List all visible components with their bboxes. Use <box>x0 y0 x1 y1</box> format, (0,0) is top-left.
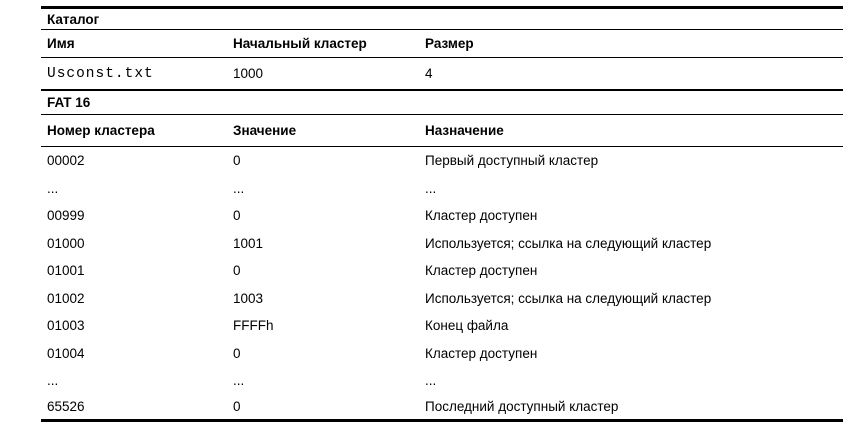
directory-cell-size: 4 <box>425 66 433 81</box>
cell-purpose: Кластер доступен <box>425 345 538 361</box>
directory-section-title: Каталог <box>47 11 100 27</box>
cell-value: 0 <box>233 208 241 224</box>
cell-value: ... <box>233 180 245 196</box>
cell-cluster-number: ... <box>47 180 59 196</box>
cell-purpose: Конец файла <box>425 318 509 334</box>
cell-cluster-number: 01001 <box>47 263 85 279</box>
cell-cluster-number: 01002 <box>47 290 85 306</box>
fat-col-header-value: Значение <box>233 123 297 138</box>
table-row <box>41 395 843 423</box>
directory-col-header-size: Размер <box>425 36 474 51</box>
cell-value: FFFFh <box>233 318 274 334</box>
cell-value: 1001 <box>233 235 264 251</box>
cell-purpose: Используется; ссылка на следующий кластер <box>425 290 712 306</box>
table-row <box>41 175 843 203</box>
fat16-example-table <box>41 6 843 422</box>
cell-cluster-number: 00002 <box>47 153 85 169</box>
cell-purpose: ... <box>425 373 437 389</box>
directory-cell-filename: Usconst.txt <box>47 65 154 82</box>
directory-col-header-start-cluster: Начальный кластер <box>233 36 367 51</box>
cell-value: 1003 <box>233 290 264 306</box>
fat-section-title: FAT 16 <box>47 95 91 110</box>
fat-col-header-cluster-number: Номер кластера <box>47 123 155 138</box>
table-row <box>41 285 843 313</box>
cell-value: ... <box>233 373 245 389</box>
fat-section-title-row <box>41 91 843 115</box>
cell-purpose: Используется; ссылка на следующий кластер <box>425 235 712 251</box>
cell-purpose: Кластер доступен <box>425 263 538 279</box>
directory-cell-start-cluster: 1000 <box>233 66 264 81</box>
cell-value: 0 <box>233 399 241 415</box>
cell-cluster-number: 01000 <box>47 235 85 251</box>
directory-header-row <box>41 30 843 58</box>
cell-cluster-number: ... <box>47 373 59 389</box>
cell-purpose: ... <box>425 180 437 196</box>
fat-header-row <box>41 115 843 147</box>
cell-cluster-number: 00999 <box>47 208 85 224</box>
table-row <box>41 312 843 340</box>
cell-value: 0 <box>233 263 241 279</box>
cell-value: 0 <box>233 153 241 169</box>
cell-purpose: Последний доступный кластер <box>425 399 619 415</box>
cell-value: 0 <box>233 345 241 361</box>
fat-col-header-purpose: Назначение <box>425 123 504 138</box>
directory-section-title-row <box>41 6 843 30</box>
table-row <box>41 147 843 175</box>
cell-cluster-number: 01004 <box>47 345 85 361</box>
directory-col-header-name: Имя <box>47 36 75 51</box>
table-row <box>41 257 843 285</box>
table-row <box>41 202 843 230</box>
cell-purpose: Кластер доступен <box>425 208 538 224</box>
table-row <box>41 367 843 395</box>
cell-purpose: Первый доступный кластер <box>425 153 599 169</box>
directory-data-row <box>41 58 843 91</box>
table-row <box>41 230 843 258</box>
cell-cluster-number: 01003 <box>47 318 85 334</box>
table-row <box>41 340 843 368</box>
cell-cluster-number: 65526 <box>47 399 85 415</box>
